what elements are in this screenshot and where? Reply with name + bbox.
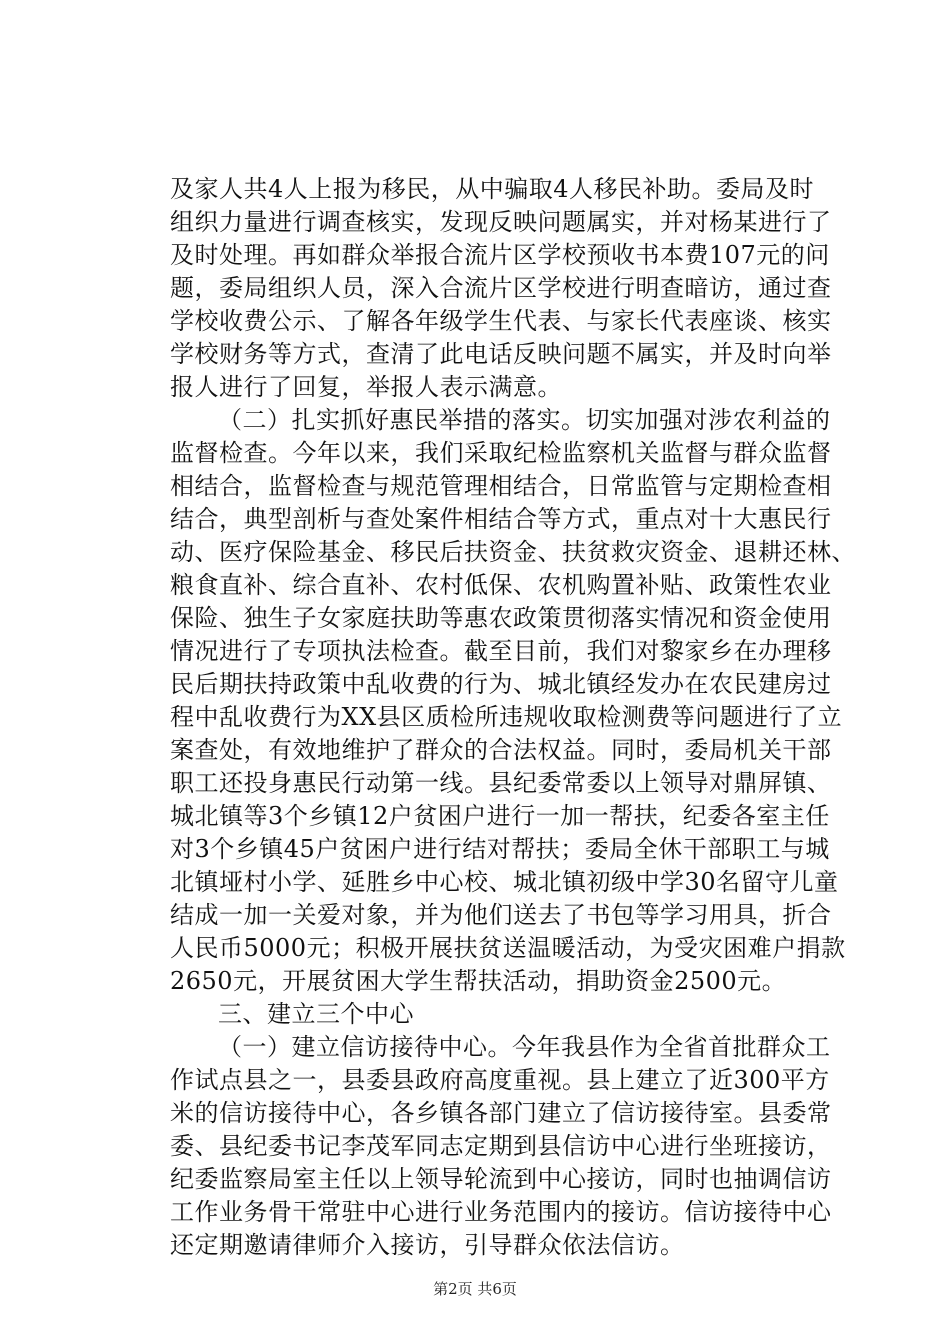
text-line: 工作业务骨干常驻中心进行业务范围内的接访。信访接待中心	[170, 1198, 832, 1226]
text-line: 保险、独生子女家庭扶助等惠农政策贯彻落实情况和资金使用	[170, 604, 832, 632]
text-line: 案查处，有效地维护了群众的合法权益。同时，委局机关干部	[170, 736, 832, 764]
text-line: 城北镇等3个乡镇12户贫困户进行一加一帮扶，纪委各室主任	[170, 802, 830, 830]
text-line: 2650元，开展贫困大学生帮扶活动，捐助资金2500元。	[170, 967, 787, 995]
text-line: 动、医疗保险基金、移民后扶资金、扶贫救灾资金、退耕还林、	[170, 538, 856, 566]
text-line: 人民币5000元；积极开展扶贫送温暖活动，为受灾困难户捐款	[170, 934, 846, 962]
paragraph-start-line: （二）扎实抓好惠民举措的落实。切实加强对涉农利益的	[218, 406, 831, 434]
text-line: 及家人共4人上报为移民，从中骗取4人移民补助。委局及时	[170, 175, 815, 203]
text-line: 还定期邀请律师介入接访，引导群众依法信访。	[170, 1231, 685, 1259]
text-line: 学校收费公示、了解各年级学生代表、与家长代表座谈、核实	[170, 307, 832, 335]
text-line: 监督检查。今年以来，我们采取纪检监察机关监督与群众监督	[170, 439, 832, 467]
text-line: 民后期扶持政策中乱收费的行为、城北镇经发办在农民建房过	[170, 670, 832, 698]
text-line: 情况进行了专项执法检查。截至目前，我们对黎家乡在办理移	[170, 637, 832, 665]
text-line: 组织力量进行调查核实，发现反映问题属实，并对杨某进行了	[170, 208, 832, 236]
text-line: 粮食直补、综合直补、农村低保、农机购置补贴、政策性农业	[170, 571, 832, 599]
text-line: 及时处理。再如群众举报合流片区学校预收书本费107元的问	[170, 241, 830, 269]
text-line: 对3个乡镇45户贫困户进行结对帮扶；委局全休干部职工与城	[170, 835, 830, 863]
text-line: 作试点县之一，县委县政府高度重视。县上建立了近300平方	[170, 1066, 830, 1094]
text-line: 相结合，监督检查与规范管理相结合，日常监管与定期检查相	[170, 472, 832, 500]
text-line: 学校财务等方式，查清了此电话反映问题不属实，并及时向举	[170, 340, 832, 368]
section-heading: 三、建立三个中心	[218, 1000, 414, 1028]
paragraph-start-line: （一）建立信访接待中心。今年我县作为全省首批群众工	[218, 1033, 831, 1061]
text-line: 结成一加一关爱对象，并为他们送去了书包等学习用具，折合	[170, 901, 832, 929]
text-line: 北镇垭村小学、延胜乡中心校、城北镇初级中学30名留守儿童	[170, 868, 839, 896]
text-line: 结合，典型剖析与查处案件相结合等方式，重点对十大惠民行	[170, 505, 832, 533]
text-line: 程中乱收费行为XX县区质检所违规收取检测费等问题进行了立	[170, 703, 843, 731]
text-line: 委、县纪委书记李茂军同志定期到县信访中心进行坐班接访，	[170, 1132, 832, 1160]
page-number-footer: 第2页 共6页	[433, 1280, 517, 1298]
document-body	[170, 173, 856, 1262]
text-line: 职工还投身惠民行动第一线。县纪委常委以上领导对鼎屏镇、	[170, 769, 832, 797]
text-line: 纪委监察局室主任以上领导轮流到中心接访，同时也抽调信访	[170, 1165, 832, 1193]
text-line: 报人进行了回复，举报人表示满意。	[170, 373, 562, 401]
text-line: 题，委局组织人员，深入合流片区学校进行明查暗访，通过查	[170, 274, 832, 302]
text-line: 米的信访接待中心，各乡镇各部门建立了信访接待室。县委常	[170, 1099, 832, 1127]
